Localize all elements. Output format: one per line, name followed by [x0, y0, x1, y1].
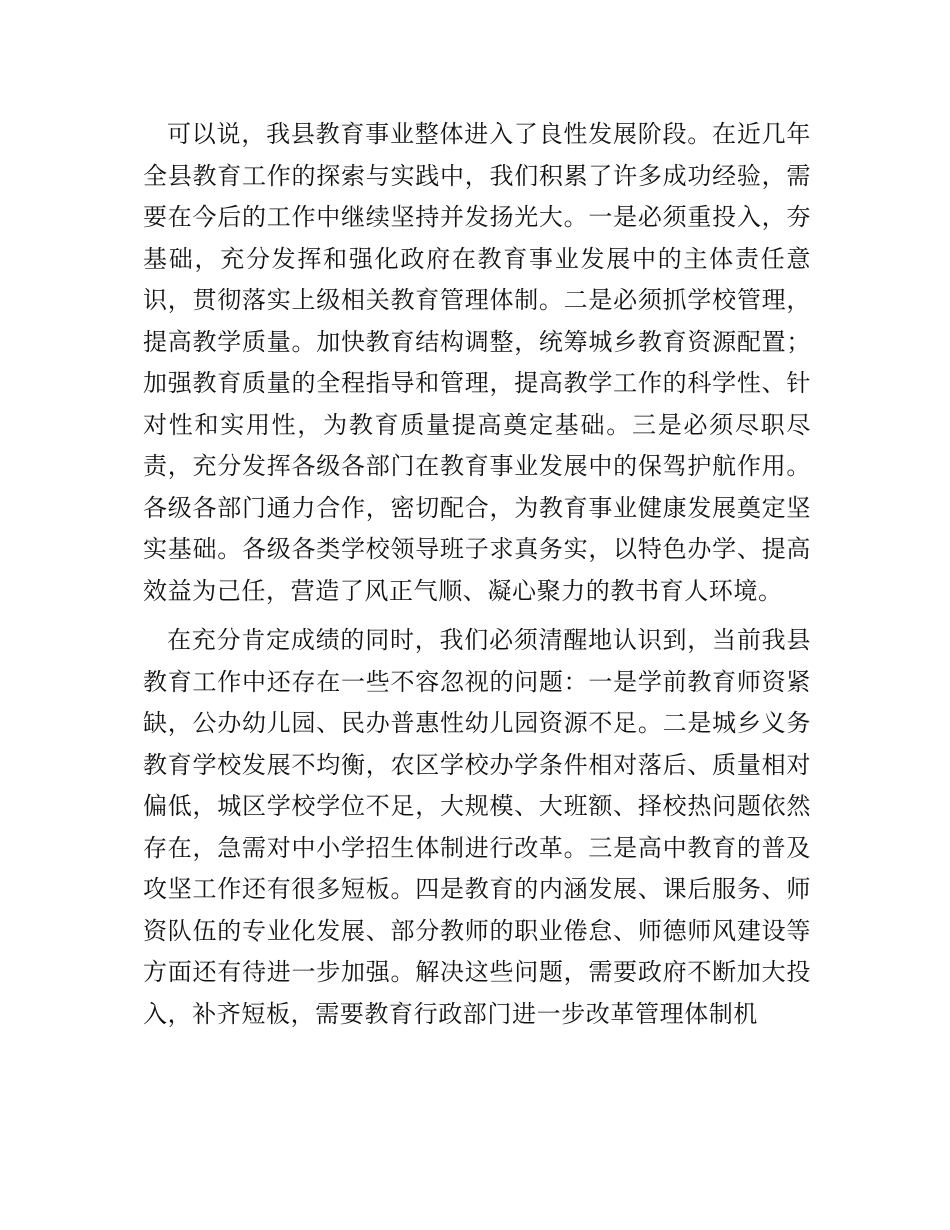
- paragraph-problems: 在充分肯定成绩的同时，我们必须清醒地认识到，当前我县教育工作中还存在一些不容忽视的问题：一是学前教育师资紧缺，公办幼儿园、民办普惠性幼儿园资源不足。二是城乡义务教育学校发展不均衡，农区学校办学条件相对落后、质量相对偏低，城区学校学位不足，大规模、大班额、择校热问题依然存在，急需对中小学招生体制进行改革。三是高中教育的普及攻坚工作还有很多短板。四是教育的内涵发展、课后服务、师资队伍的专业化发展、部分教师的职业倦怠、师德师风建设等方面还有待进一步加强。解决这些问题，需要政府不断加大投入，补齐短板，需要教育行政部门进一步改革管理体制机: [143, 626, 811, 1028]
- body-text: [143, 114, 811, 1035]
- paragraph-achievements: 可以说，我县教育事业整体进入了良性发展阶段。在近几年全县教育工作的探索与实践中，我们积累了许多成功经验，需要在今后的工作中继续坚持并发扬光大。一是必须重投入，夯基础，充分发挥和强化政府在教育事业发展中的主体责任意识，贯彻落实上级相关教育管理体制。二是必须抓学校管理，提高教学质量。加快教育结构调整，统筹城乡教育资源配置；加强教育质量的全程指导和管理，提高教学工作的科学性、针对性和实用性，为教育质量提高奠定基础。三是必须尽职尽责，充分发挥各级各部门在教育事业发展中的保驾护航作用。各级各部门通力合作，密切配合，为教育事业健康发展奠定坚实基础。各级各类学校领导班子求真务实，以特色办学、提高效益为己任，营造了风正气顺、凝心聚力的教书育人环境。: [143, 120, 811, 605]
